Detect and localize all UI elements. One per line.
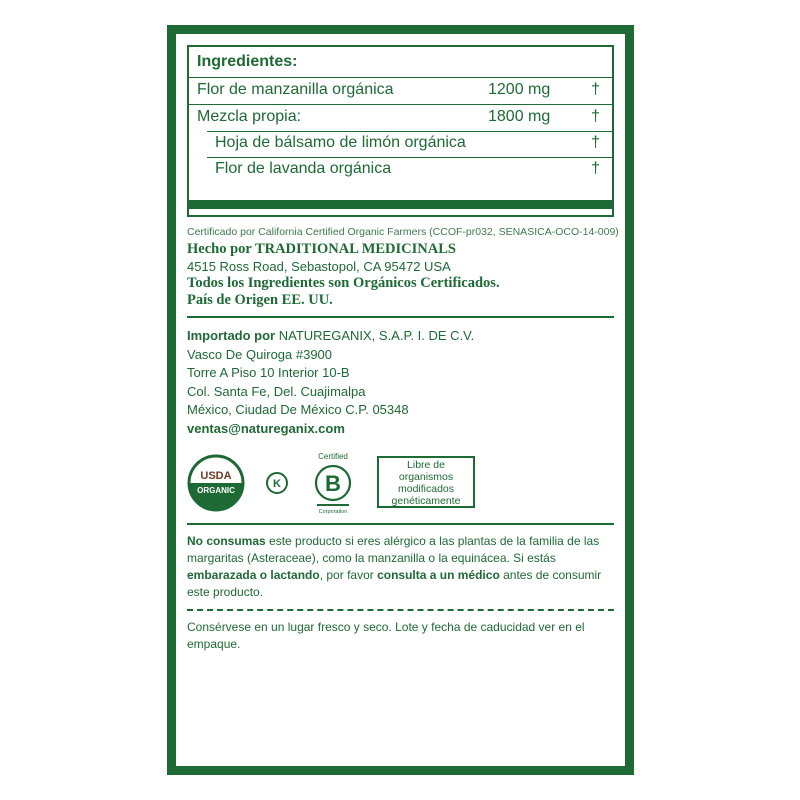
usda-organic-seal-icon — [187, 454, 245, 512]
warning-text: , por favor — [319, 568, 378, 582]
thick-divider — [189, 200, 612, 209]
label-content — [187, 45, 619, 653]
b-corp-icon — [309, 450, 357, 516]
non-gmo-line: Libre de — [407, 459, 445, 471]
warning-emphasis: embarazada o lactando — [187, 568, 320, 582]
storage-instructions: Consérvese en un lugar fresco y seco. Lote y fecha de caducidad ver en el empaque. — [187, 620, 585, 651]
ingredient-amount: 1200 mg — [488, 81, 551, 98]
divider — [187, 316, 614, 318]
ingredient-row — [215, 160, 604, 184]
ingredient-row — [197, 81, 604, 105]
label-frame — [167, 25, 634, 775]
ingredient-name: Flor de lavanda orgánica — [215, 160, 392, 177]
ingredient-row — [215, 134, 604, 158]
ingredients-panel — [187, 45, 614, 217]
divider — [187, 523, 614, 525]
ingredient-amount: 1800 mg — [488, 108, 551, 125]
non-gmo-badge — [377, 456, 475, 508]
kosher-letter: K — [273, 478, 281, 490]
ingredient-dagger: † — [591, 160, 600, 177]
ingredient-row — [197, 108, 604, 132]
importer-line — [187, 327, 614, 346]
ingredients-heading: Ingredientes: — [197, 53, 298, 70]
ingredient-name: Flor de manzanilla orgánica — [197, 81, 394, 98]
divider — [189, 104, 612, 105]
certification-note: Certificado por California Certified Organic Farmers (CCOF-pr032, SENASICA-OCO-14-009) — [187, 226, 619, 238]
b-corp-bottom-text: Corporation — [318, 509, 348, 515]
importer-email: ventas@natureganix.com — [187, 420, 345, 436]
importer-block — [187, 327, 614, 438]
warning-emphasis: consulta a un médico — [377, 568, 500, 582]
ingredient-name: Mezcla propia: — [197, 108, 302, 125]
warning-text: este producto si eres alérgico a las plantas de la familia de las margaritas (Asteraceae), como la manzanilla o la equinácea. Si estás — [187, 534, 600, 565]
ingredient-name: Hoja de bálsamo de limón orgánica — [215, 134, 466, 151]
b-corp-top-text: Certified — [318, 452, 348, 461]
non-gmo-line: organismos — [398, 471, 454, 483]
usda-seal-bottom-text: ORGANIC — [197, 486, 235, 495]
importer-label: Importado por — [187, 328, 276, 343]
ingredient-dagger: † — [591, 134, 600, 151]
maker-address: 4515 Ross Road, Sebastopol, CA 95472 USA — [187, 259, 451, 274]
warning-emphasis: No consumas — [187, 534, 266, 548]
divider — [207, 157, 612, 158]
divider — [189, 77, 612, 78]
usda-seal-top-text: USDA — [200, 470, 232, 482]
non-gmo-line: modificados — [397, 483, 455, 495]
certification-logos — [187, 450, 614, 516]
b-corp-letter: B — [325, 471, 341, 496]
ingredient-dagger: † — [591, 81, 600, 98]
maker-name: Hecho por TRADITIONAL MEDICINALS — [187, 241, 456, 257]
divider — [207, 131, 612, 132]
importer-address-line: Torre A Piso 10 Interior 10-B — [187, 365, 350, 380]
dashed-divider — [187, 609, 614, 611]
allergy-warning — [187, 533, 614, 601]
importer-address-line: México, Ciudad De México C.P. 05348 — [187, 402, 409, 417]
importer-address-line: Col. Santa Fe, Del. Cuajimalpa — [187, 383, 366, 399]
importer-name: NATUREGANIX, S.A.P. I. DE C.V. — [278, 328, 475, 343]
maker-block — [187, 241, 614, 309]
country-of-origin: País de Origen EE. UU. — [187, 292, 333, 308]
non-gmo-line: genéticamente — [391, 495, 461, 507]
importer-address-line: Vasco De Quiroga #3900 — [187, 346, 333, 362]
organic-statement: Todos los Ingredientes son Orgánicos Certificados. — [187, 275, 500, 291]
warning-text: antes de consumir este producto. — [187, 568, 602, 599]
kosher-icon — [266, 472, 288, 494]
ingredient-dagger: † — [591, 108, 600, 125]
